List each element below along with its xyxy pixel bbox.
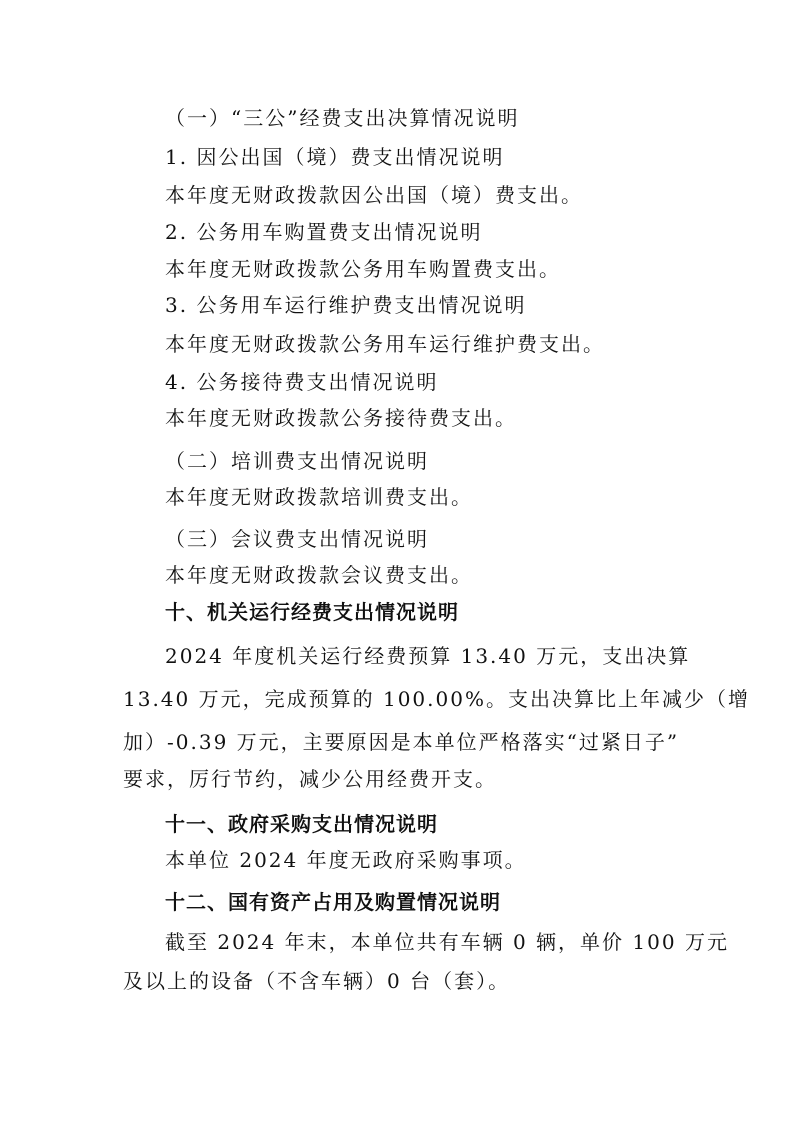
- item-heading-vehicle-maintenance: 3. 公务用车运行维护费支出情况说明: [165, 293, 527, 317]
- subheading-meeting-expenses: （三）会议费支出情况说明: [165, 527, 429, 551]
- item-heading-vehicle-purchase: 2. 公务用车购置费支出情况说明: [165, 220, 483, 244]
- section-heading-eleven: 十一、政府采购支出情况说明: [165, 812, 438, 836]
- paragraph-vehicle-maintenance: 本年度无财政拨款公务用车运行维护费支出。: [165, 332, 605, 356]
- paragraph-assets-line-2: 及以上的设备（不含车辆）0 台（套）。: [123, 969, 511, 993]
- paragraph-overseas-travel: 本年度无财政拨款因公出国（境）费支出。: [165, 183, 583, 207]
- section-heading-twelve: 十二、国有资产占用及购置情况说明: [165, 890, 501, 914]
- paragraph-operating-expenses-line-1: 2024 年度机关运行经费预算 13.40 万元，支出决算: [165, 644, 691, 668]
- paragraph-vehicle-purchase: 本年度无财政拨款公务用车购置费支出。: [165, 257, 561, 281]
- section-heading-ten: 十、机关运行经费支出情况说明: [165, 600, 459, 624]
- item-heading-overseas-travel: 1. 因公出国（境）费支出情况说明: [165, 145, 505, 169]
- paragraph-assets-line-1: 截至 2024 年末，本单位共有车辆 0 辆，单价 100 万元: [165, 930, 729, 954]
- paragraph-training-expenses: 本年度无财政拨款培训费支出。: [165, 485, 473, 509]
- paragraph-meeting-expenses: 本年度无财政拨款会议费支出。: [165, 563, 473, 587]
- subheading-training-expenses: （二）培训费支出情况说明: [165, 449, 429, 473]
- paragraph-official-reception: 本年度无财政拨款公务接待费支出。: [165, 406, 517, 430]
- item-heading-official-reception: 4. 公务接待费支出情况说明: [165, 370, 439, 394]
- paragraph-operating-expenses-line-2: 13.40 万元，完成预算的 100.00%。支出决算比上年减少（增: [123, 687, 750, 711]
- paragraph-procurement: 本单位 2024 年度无政府采购事项。: [165, 848, 527, 872]
- paragraph-operating-expenses-line-4: 要求，厉行节约，减少公用经费开支。: [123, 767, 497, 791]
- subheading-three-public-expenses: （一）“三公”经费支出决算情况说明: [165, 106, 520, 130]
- paragraph-operating-expenses-line-3: 加）-0.39 万元，主要原因是本单位严格落实“过紧日子”: [123, 730, 680, 754]
